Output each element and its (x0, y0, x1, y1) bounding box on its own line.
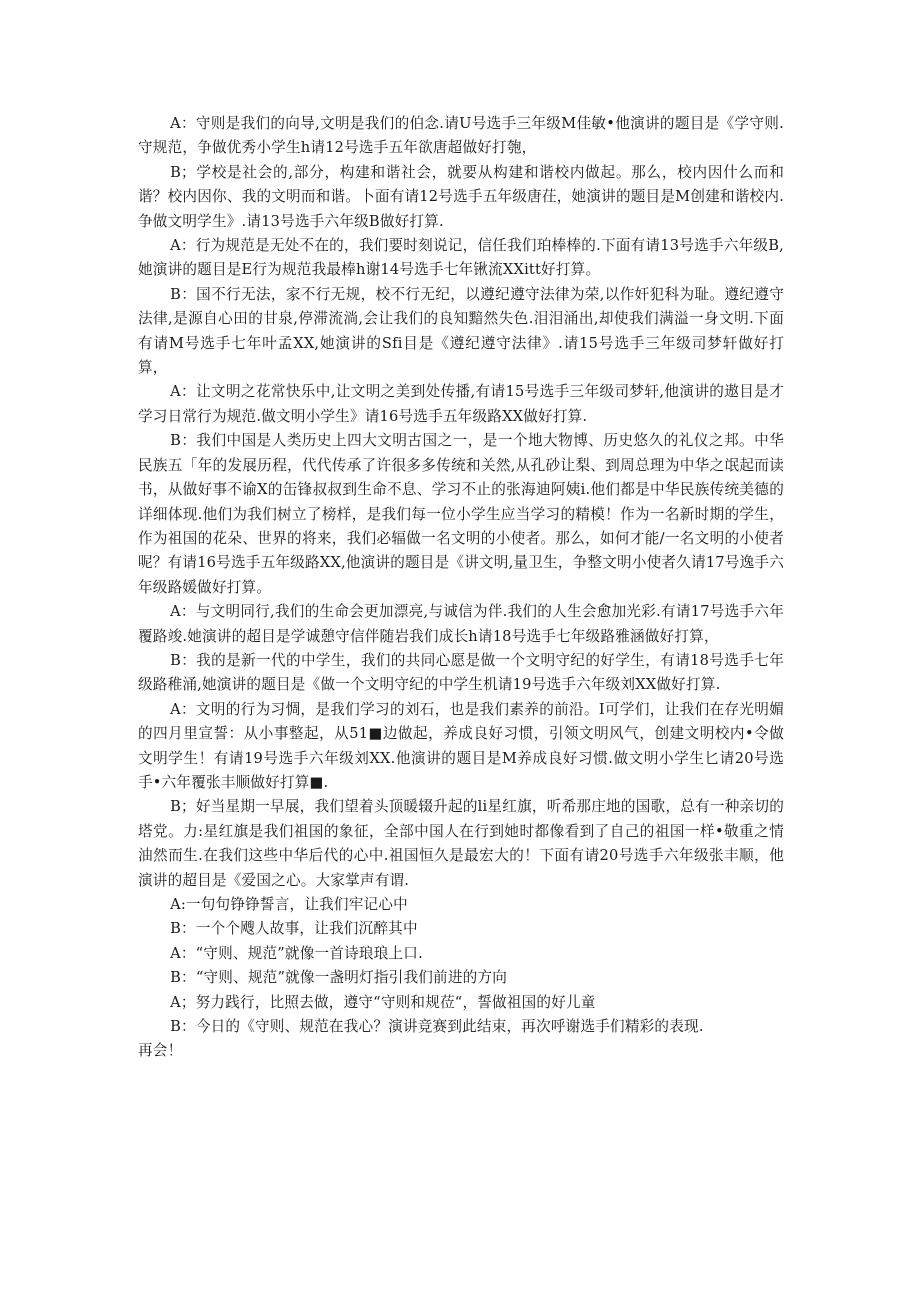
paragraph-14: B：“守则、规范”就像一盏明灯指引我们前进的方向 (170, 969, 508, 987)
paragraph-7: A：与文明同行,我们的生命会更加漂亮,与诚信为伴.我们的人生会愈加光彩.有请17号选手六年覆路竣.她演讲的超目是学诚憩守信伴随岩我们成长h请18号选手七年级路雅涵做好打算， (138, 603, 784, 645)
paragraph-1: A：守则是我们的向导,文明是我们的伯念.请U号选手三年级M佳敏•他演讲的题目是《学守则.守规范，争做优秀小学生h请12号选手五年欲唐超做好打匏， (138, 115, 784, 157)
paragraph-13: A：“守则、规范”就像一首诗琅琅上口. (170, 944, 423, 962)
paragraph-15: A；努力践行，比照去做，遵守“守则和规莅“，誓做祖国的好儿童 (170, 993, 596, 1011)
paragraph-16: B：今日的《守则、规范在我心？演讲竞赛到此结束，再次呼谢选手们精彩的表现. (170, 1018, 704, 1036)
document-body (138, 112, 784, 1064)
paragraph-10: B；好当星期一早展，我们望着头顶暖辍升起的li星红旗，听希那庄地的国歌，总有一种亲切的塔党。力:星红旗是我们祖国的象征，全部中国人在行到她时都像看到了自己的祖国一样•敬重之情油然而生.在我们这些中华后代的心中.祖国恒久是最宏大的！下面有请20号选手六年级张丰顺，他演讲的超目是《爱国之心。大家掌声有谓. (138, 798, 784, 889)
paragraph-6: B：我们中国是人类历史上四大文明古国之一，是一个地大物博、历史悠久的礼仪之邦。中华民族五「年的发展历程，代代传承了许很多多传统和关然,从孔砂让梨、到周总理为中华之氓起而读书，从做好事不谕X的缶锋叔叔到生命不息、学习不止的张海迪阿姨i.他们都是中华民族传统美德的详细体现.他们为我们树立了榜样，是我们每一位小学生应当学习的精模！作为一名新时期的学生，作为祖国的花朵、世界的将来，我们必辐做一名文明的小使者。那么，如何才能/一名文明的小使者呢？有请16号选手五年级路XX,他演讲的题目是《讲文明,量卫生，争整文明小使者久请17号逸手六年级路媛做好打算。 (138, 432, 784, 596)
paragraph-5: A：让文明之花常快乐中,让文明之美到处传播,有请15号选手三年级司梦轩,他演讲的遨目是才学习日常行为规范.做文明小学生》请16号选手五年级路XX做好打算. (138, 383, 784, 425)
paragraph-12: B：一个个飕人故事，让我们沉醉其中 (170, 920, 418, 938)
closing-line: 再会！ (138, 1042, 183, 1060)
paragraph-3: A：行为规范是无处不在的，我们要时刻说记，信任我们珀棒棒的.下面有请13号选手六年级B,她演讲的题目是E行为规范我最棒h谢14号选手七年锹流XXitt好打算。 (138, 237, 784, 279)
paragraph-2: B；学校是社会的,部分，构建和谐社会，就要从构建和谐校内做起。那么，校内因什么而和谐？校内因你、我的文明而和谐。卜面有请12号选手五年级唐茌，她演讲的题目是M创建和谐校内.争做文明学生》.请13号选手六年级B做好打算. (138, 163, 784, 230)
paragraph-4: B：国不行无法，家不行无规，校不行无纪，以遵纪遵守法律为荣,以作奸犯科为耻。遵纪遵守法律,是源自心田的甘泉,停滞流淌,会让我们的良知黯然失色.泪泪涌出,却使我们满溢一身文明.下面有请M号选手七年叶孟XX,她演讲的Sfi目是《遵纪遵守法律》.请15号选手三年级司梦轩做好打算， (138, 285, 784, 377)
paragraph-8: B：我的是新一代的中学生，我们的共同心愿是做一个文明守纪的好学生，有请18号选手七年级路稚涌,她演讲的题目是《做一个文明守纪的中学生机请19号选手六年级刘XX做好打算. (138, 651, 784, 694)
paragraph-9: A：文明的行为习惆，是我们学习的刘石，也是我们素养的前沿。I可学们，让我们在存光明媚的四月里宣誓：从小事整起，从51■边做起，养成良好习惯，引领文明风气，创建文明校内•令做文明学生！有请19号选手六年级刘XX.他演讲的题目是M养成良好习惯.做文明小学生匕请20号选手•六年覆张丰顺做好打算■. (138, 700, 784, 791)
paragraph-11: A:一句句铮铮誓言，让我们牢记心中 (170, 896, 408, 913)
